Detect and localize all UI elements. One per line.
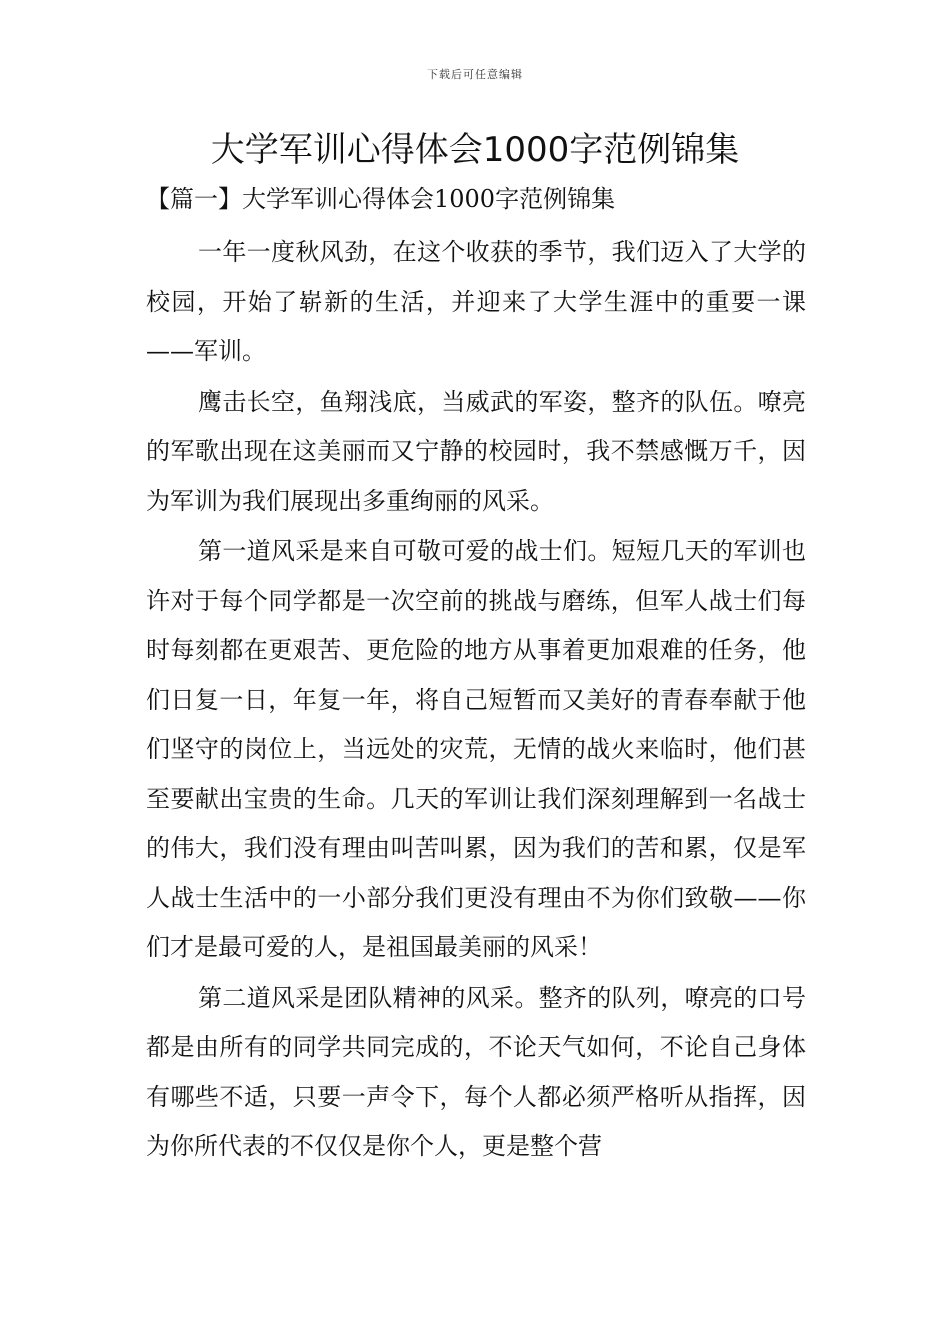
paragraph-4: 第二道风采是团队精神的风采。整齐的队列，嘹亮的口号都是由所有的同学共同完成的，不论天气如何，不论自己身体有哪些不适，只要一声令下，每个人都必须严格听从指挥，因为你所代表的不仅仅是你个人，更是整个营 xyxy=(146,983,806,1160)
body-text xyxy=(146,228,806,1173)
document-title: 大学军训心得体会1000字范例锦集 xyxy=(210,130,740,170)
paragraph-2: 鹰击长空，鱼翔浅底，当威武的军姿，整齐的队伍。嘹亮的军歌出现在这美丽而又宁静的校园时，我不禁感慨万千，因为军训为我们展现出多重绚丽的风采。 xyxy=(146,387,806,515)
section-heading: 【篇一】大学军训心得体会1000字范例锦集 xyxy=(146,185,616,213)
paragraph-1: 一年一度秋风劲，在这个收获的季节，我们迈入了大学的校园，开始了崭新的生活，并迎来了大学生涯中的重要一课——军训。 xyxy=(146,238,806,365)
paragraph-3: 第一道风采是来自可敬可爱的战士们。短短几天的军训也许对于每个同学都是一次空前的挑战与磨练，但军人战士们每时每刻都在更艰苦、更危险的地方从事着更加艰难的任务，他们日复一日，年复一年，将自己短暂而又美好的青春奉献于他们坚守的岗位上，当远处的灾荒，无情的战火来临时，他们甚至要献出宝贵的生命。几天的军训让我们深刻理解到一名战士的伟大，我们没有理由叫苦叫累，因为我们的苦和累，仅是军人战士生活中的一小部分我们更没有理由不为你们致敬——你们才是最可爱的人，是祖国最美丽的风采！ xyxy=(146,537,806,961)
header-note: 下载后可任意编辑 xyxy=(427,68,523,81)
